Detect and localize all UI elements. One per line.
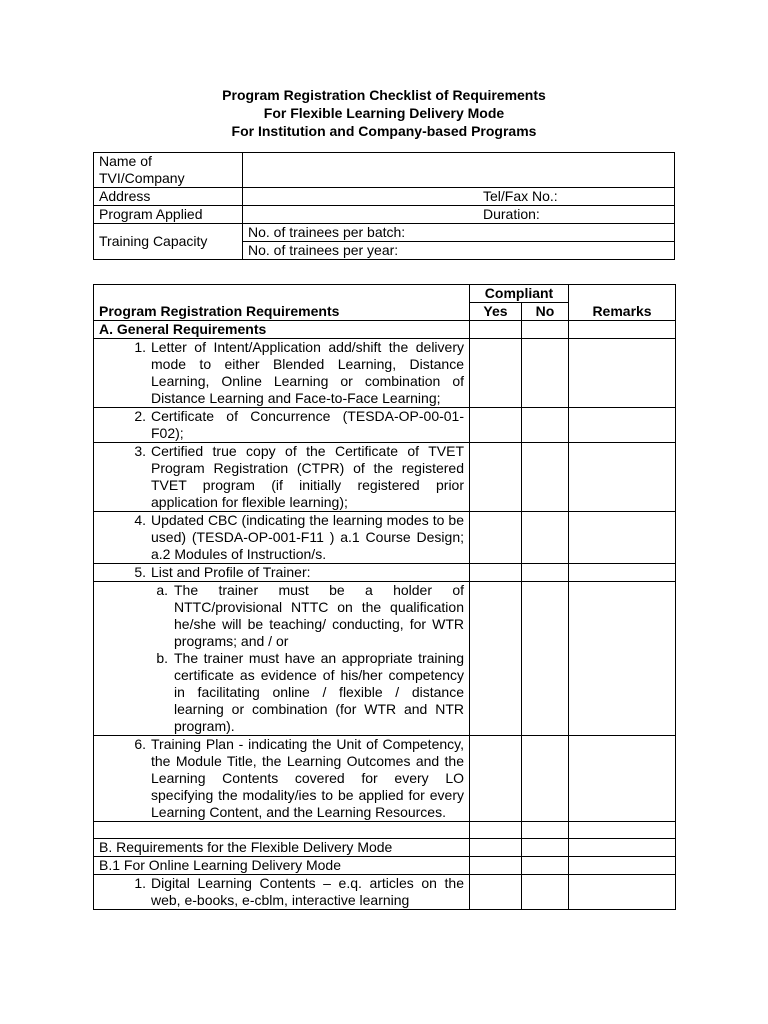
yes-cell[interactable]: [470, 822, 522, 839]
telfax-label: Tel/Fax No.:: [483, 188, 558, 204]
subitem-text: The trainer must have an appropriate training certificate as evidence of his/her competency in facilitating online / flexible / distance learning or combination (for WTR and NTR program).: [174, 650, 464, 734]
table-row: [94, 736, 676, 822]
remarks-cell[interactable]: [569, 321, 676, 339]
blank-row: [94, 822, 676, 839]
table-row: [94, 408, 676, 443]
yes-cell[interactable]: [470, 408, 522, 443]
address-field[interactable]: [243, 188, 675, 206]
col-header-requirements: Program Registration Requirements: [94, 285, 470, 321]
section-b1-heading: B.1 For Online Learning Delivery Mode: [94, 857, 470, 875]
item-text: Digital Learning Contents – e.q. articles on the web, e-books, e-cblm, interactive learning: [151, 875, 464, 908]
section-b-heading: B. Requirements for the Flexible Delivery Mode: [94, 839, 470, 857]
yes-cell[interactable]: [470, 339, 522, 408]
table-row: [94, 875, 676, 910]
remarks-cell[interactable]: [569, 736, 676, 822]
subitem-letter: b.: [156, 650, 168, 666]
yes-cell[interactable]: [470, 321, 522, 339]
remarks-cell[interactable]: [569, 822, 676, 839]
item-text: Letter of Intent/Application add/shift the delivery mode to either Blended Learning, Distance Learning, Online Learning or combination of Distance Learning and Face-to-Face Learning;: [151, 339, 464, 406]
table-row: [94, 339, 676, 408]
program-field[interactable]: [243, 206, 675, 224]
section-a-heading: A. General Requirements: [94, 321, 470, 339]
per-batch-label[interactable]: No. of trainees per batch:: [248, 224, 406, 240]
item-number: 1.: [134, 339, 146, 355]
remarks-cell[interactable]: [569, 339, 676, 408]
name-field[interactable]: [243, 153, 675, 188]
col-header-compliant: Compliant: [470, 285, 569, 303]
no-cell[interactable]: [522, 339, 569, 408]
col-header-no: No: [522, 303, 569, 321]
yes-cell[interactable]: [470, 582, 522, 736]
item-number: 6.: [134, 736, 146, 752]
item-number: 1.: [134, 875, 146, 891]
no-cell[interactable]: [522, 736, 569, 822]
remarks-cell[interactable]: [569, 408, 676, 443]
no-cell[interactable]: [522, 408, 569, 443]
remarks-cell[interactable]: [569, 875, 676, 910]
institution-info-table: [93, 152, 675, 260]
yes-cell[interactable]: [470, 736, 522, 822]
duration-label: Duration:: [483, 206, 540, 222]
item-number: 3.: [134, 443, 146, 459]
yes-cell[interactable]: [470, 512, 522, 564]
table-row: [94, 564, 676, 582]
remarks-cell[interactable]: [569, 512, 676, 564]
item-number: 2.: [134, 408, 146, 424]
item-number: 4.: [134, 512, 146, 528]
program-label: Program Applied: [94, 206, 243, 224]
item-text: Certificate of Concurrence (TESDA-OP-00-01-F02);: [151, 408, 464, 441]
item-number: 5.: [134, 564, 146, 580]
address-label: Address: [94, 188, 243, 206]
requirements-table: [93, 284, 676, 910]
yes-cell[interactable]: [470, 443, 522, 512]
yes-cell[interactable]: [470, 875, 522, 910]
no-cell[interactable]: [522, 857, 569, 875]
subitem-text: The trainer must be a holder of NTTC/provisional NTTC on the qualification he/she will be teaching/ conducting, for WTR programs; and / or: [174, 582, 464, 649]
no-cell[interactable]: [522, 839, 569, 857]
capacity-field: [243, 224, 675, 260]
col-header-yes: Yes: [470, 303, 522, 321]
item-text: Updated CBC (indicating the learning modes to be used) (TESDA-OP-001-F11 ) a.1 Course Design; a.2 Modules of Instruction/s.: [151, 512, 464, 562]
no-cell[interactable]: [522, 321, 569, 339]
document-title: [0, 86, 768, 140]
per-year-label[interactable]: No. of trainees per year:: [243, 242, 674, 260]
title-line-1: Program Registration Checklist of Requirements: [222, 87, 546, 103]
remarks-cell[interactable]: [569, 564, 676, 582]
capacity-label: Training Capacity: [94, 224, 243, 260]
yes-cell[interactable]: [470, 564, 522, 582]
table-row: [94, 512, 676, 564]
yes-cell[interactable]: [470, 839, 522, 857]
no-cell[interactable]: [522, 875, 569, 910]
yes-cell[interactable]: [470, 857, 522, 875]
no-cell[interactable]: [522, 443, 569, 512]
table-row: [94, 582, 676, 736]
remarks-cell[interactable]: [569, 839, 676, 857]
title-line-2: For Flexible Learning Delivery Mode: [263, 105, 505, 121]
title-line-3: For Institution and Company-based Programs: [231, 123, 537, 139]
col-header-remarks: Remarks: [569, 285, 676, 321]
name-label: Name of TVI/Company: [94, 153, 243, 188]
remarks-cell[interactable]: [569, 582, 676, 736]
no-cell[interactable]: [522, 564, 569, 582]
no-cell[interactable]: [522, 582, 569, 736]
no-cell[interactable]: [522, 822, 569, 839]
item-text: List and Profile of Trainer:: [151, 564, 311, 580]
subitem-letter: a.: [156, 582, 168, 598]
item-text: Certified true copy of the Certificate of TVET Program Registration (CTPR) of the registered TVET program (if initially registered prior application for flexible learning);: [151, 443, 464, 510]
table-row: [94, 443, 676, 512]
no-cell[interactable]: [522, 512, 569, 564]
remarks-cell[interactable]: [569, 443, 676, 512]
item-text: Training Plan - indicating the Unit of Competency, the Module Title, the Learning Outcomes and the Learning Contents covered for every LO specifying the modality/ies to be applied for every Learning Content, and the Learning Resources.: [151, 736, 464, 820]
remarks-cell[interactable]: [569, 857, 676, 875]
